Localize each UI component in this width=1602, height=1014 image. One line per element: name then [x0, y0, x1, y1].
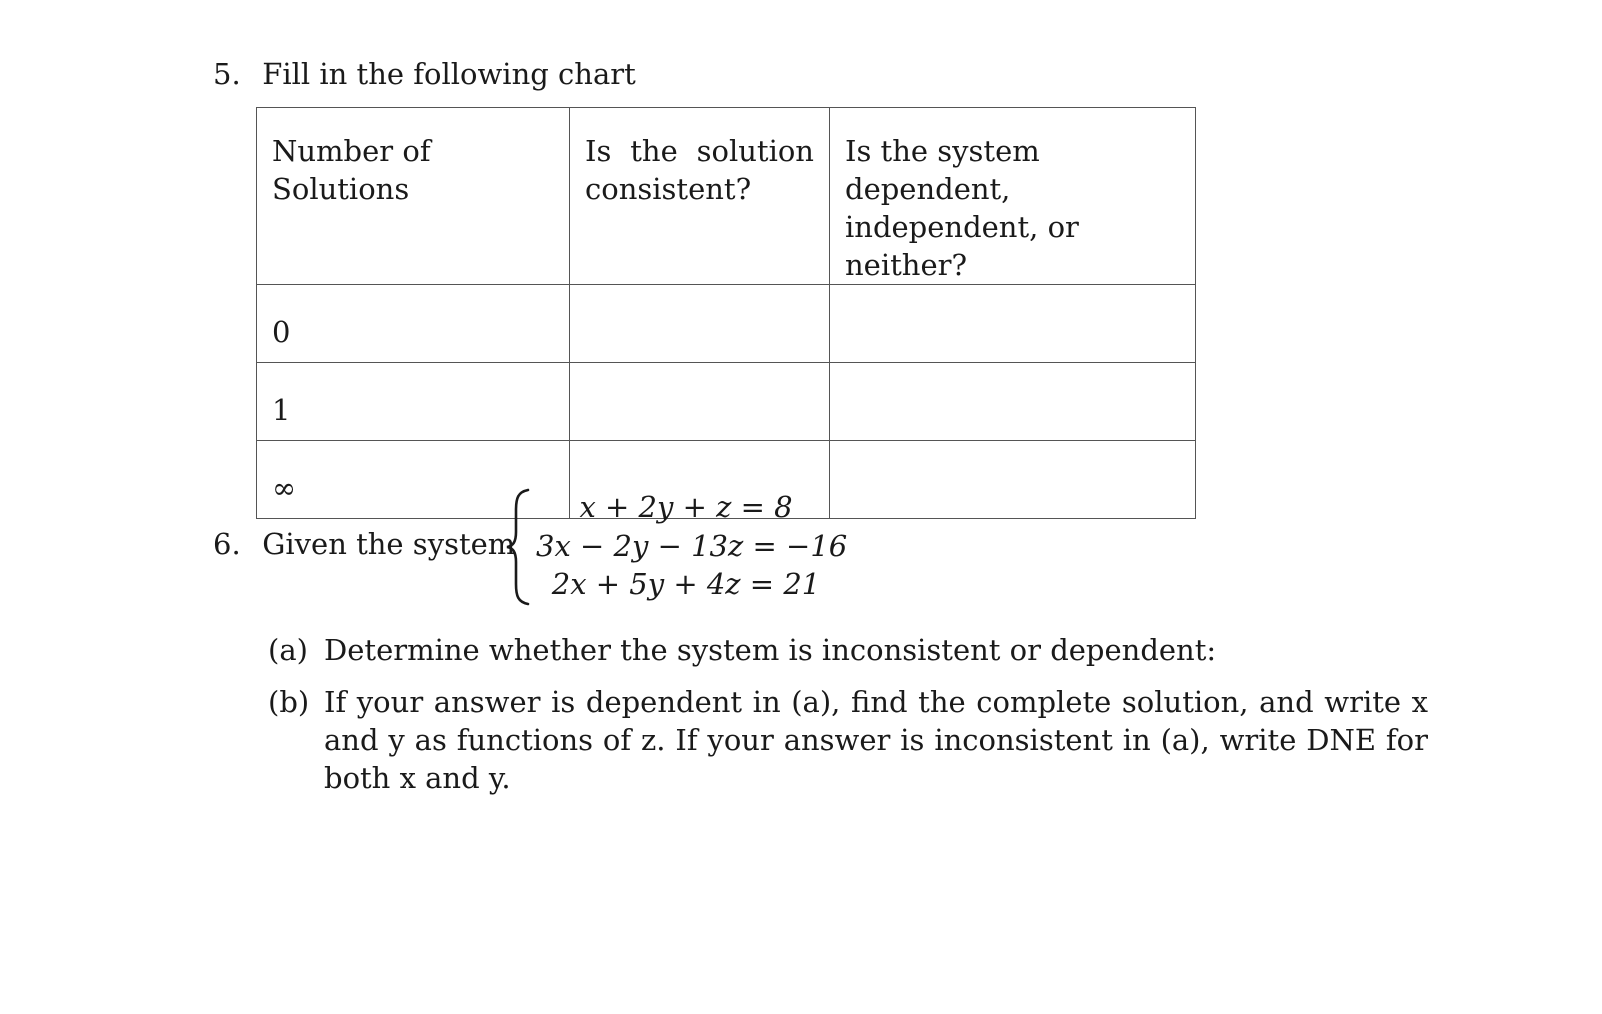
part-text: If your answer is dependent in (a), find the complete solution, and write x and y as functions of z. If your answer is inconsistent in (a), write DNE for both x and y. — [324, 685, 1428, 795]
table-row — [257, 285, 1196, 363]
question-text: Given the system — [262, 527, 516, 561]
header-line: consistent? — [585, 172, 752, 206]
answer-cell — [830, 285, 1196, 363]
header-consistent — [570, 108, 830, 285]
question-text: Fill in the following chart — [262, 57, 636, 91]
header-line: Is the solution — [585, 134, 814, 168]
header-dependent — [830, 108, 1196, 285]
part-text: Determine whether the system is inconsistent or dependent: — [324, 633, 1217, 667]
part-label: (b) — [268, 685, 310, 719]
answer-cell — [570, 363, 830, 441]
answer-cell — [830, 363, 1196, 441]
question-5 — [213, 56, 636, 94]
equation: 3x − 2y − 13z = −16 — [536, 528, 848, 563]
part-b — [268, 683, 1428, 797]
cell-solutions: 1 — [257, 363, 570, 441]
left-brace-icon — [504, 488, 534, 606]
equation: x + 2y + z = 8 — [579, 490, 793, 524]
answer-cell — [830, 441, 1196, 519]
part-label: (a) — [268, 633, 308, 667]
cell-solutions: 0 — [257, 285, 570, 363]
question-6 — [213, 526, 515, 564]
header-number-of-solutions: Number of Solutions — [257, 108, 570, 285]
table-row — [257, 363, 1196, 441]
question-number: 5. — [213, 57, 241, 91]
table-header-row — [257, 108, 1196, 285]
equation-system — [536, 488, 848, 604]
header-line: Is the system dependent, — [845, 134, 1040, 206]
equation: 2x + 5y + 4z = 21 — [551, 567, 821, 601]
solutions-chart-table — [256, 107, 1196, 519]
answer-cell — [570, 285, 830, 363]
question-number: 6. — [213, 527, 241, 561]
part-a — [268, 631, 1216, 669]
header-line: independent, or neither? — [845, 210, 1079, 282]
cell-solutions: ∞ — [257, 441, 570, 519]
